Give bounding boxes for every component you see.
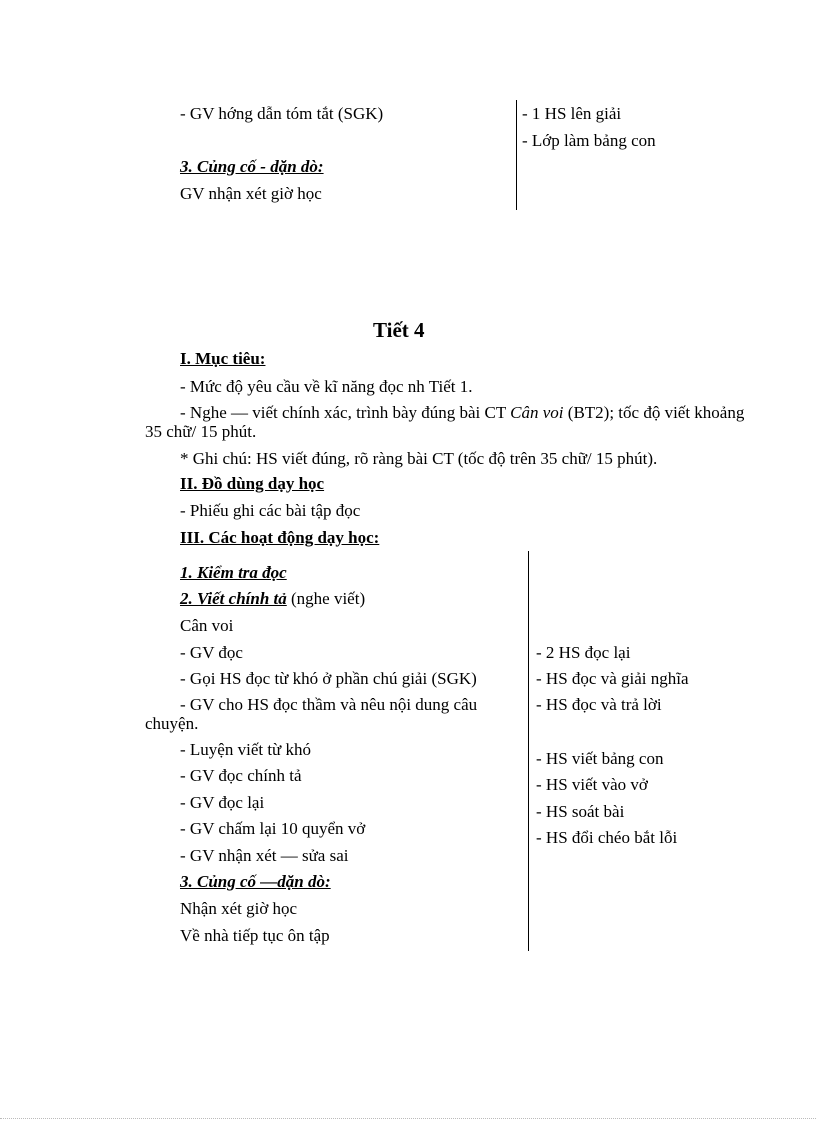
muctieu-line-2a: - Nghe — viết chính xác, trình bày đúng bài CT bbox=[180, 403, 511, 422]
activity-left-8: - GV nhận xét — sửa sai bbox=[180, 846, 349, 865]
activity-left-3: - GV cho HS đọc thầm và nêu nội dung câu bbox=[180, 695, 478, 714]
activity-right-1: - 2 HS đọc lại bbox=[536, 643, 631, 662]
activity-left-7: - GV chấm lại 10 quyển vở bbox=[180, 819, 366, 838]
ghichu-line: * Ghi chú: HS viết đúng, rõ ràng bài CT (tốc độ trên 35 chữ/ 15 phút). bbox=[180, 449, 658, 468]
vietchinhta-suffix: (nghe viết) bbox=[286, 589, 366, 608]
activities-cungco-heading: 3. Củng cố —dặn dò: bbox=[180, 872, 331, 891]
muctieu-heading: I. Mục tiêu: bbox=[180, 349, 266, 368]
vietchinhta-heading: 2. Viết chính tả bbox=[180, 589, 287, 608]
activity-left-4: - Luyện viết từ khó bbox=[180, 740, 312, 759]
kiemtra-heading: 1. Kiểm tra đọc bbox=[180, 563, 287, 582]
muctieu-line-2c: 35 chữ/ 15 phút. bbox=[145, 422, 257, 441]
top-right-line-2: - Lớp làm bảng con bbox=[522, 131, 656, 150]
canvoi-label: Cân voi bbox=[180, 616, 234, 635]
muctieu-line-1: - Mức độ yêu cầu về kĩ năng đọc nh Tiết 1. bbox=[180, 377, 473, 396]
dodung-heading: II. Đồ dùng dạy học bbox=[180, 474, 325, 493]
muctieu-line-2 bbox=[180, 403, 744, 423]
activity-left-3b: chuyện. bbox=[145, 714, 199, 733]
activities-cungco-1: Nhận xét giờ học bbox=[180, 899, 298, 918]
muctieu-line-2b: (BT2); tốc độ viết khoảng bbox=[563, 403, 745, 422]
top-cungco-text: GV nhận xét giờ học bbox=[180, 184, 322, 203]
column-divider-activities bbox=[528, 551, 529, 951]
activity-left-1: - GV đọc bbox=[180, 643, 243, 662]
column-divider-top bbox=[516, 100, 517, 210]
dodung-line-1: - Phiếu ghi các bài tập đọc bbox=[180, 501, 361, 520]
section-title: Tiết 4 bbox=[373, 318, 425, 342]
activity-right-5: - HS viết vào vở bbox=[536, 775, 648, 794]
activity-left-5: - GV đọc chính tả bbox=[180, 766, 302, 785]
top-right-line-1: - 1 HS lên giải bbox=[522, 104, 622, 123]
activity-right-7: - HS đổi chéo bắt lỗi bbox=[536, 828, 678, 847]
muctieu-title-italic: Cân voi bbox=[510, 403, 564, 422]
hoatdong-heading: III. Các hoạt động dạy học: bbox=[180, 528, 380, 547]
activity-right-6: - HS soát bài bbox=[536, 802, 625, 821]
activity-right-4: - HS viết bảng con bbox=[536, 749, 664, 768]
activity-left-6: - GV đọc lại bbox=[180, 793, 265, 812]
activity-right-3: - HS đọc và trả lời bbox=[536, 695, 662, 714]
vietchinhta-line bbox=[180, 589, 365, 609]
top-left-line: - GV hớng dẫn tóm tắt (SGK) bbox=[180, 104, 384, 123]
page-bottom-border bbox=[0, 1118, 816, 1119]
top-cungco-heading: 3. Củng cố - dặn dò: bbox=[180, 157, 324, 176]
activity-left-2: - Gọi HS đọc từ khó ở phần chú giải (SGK) bbox=[180, 669, 477, 688]
activities-cungco-2: Về nhà tiếp tục ôn tập bbox=[180, 926, 330, 945]
activity-right-2: - HS đọc và giải nghĩa bbox=[536, 669, 689, 688]
